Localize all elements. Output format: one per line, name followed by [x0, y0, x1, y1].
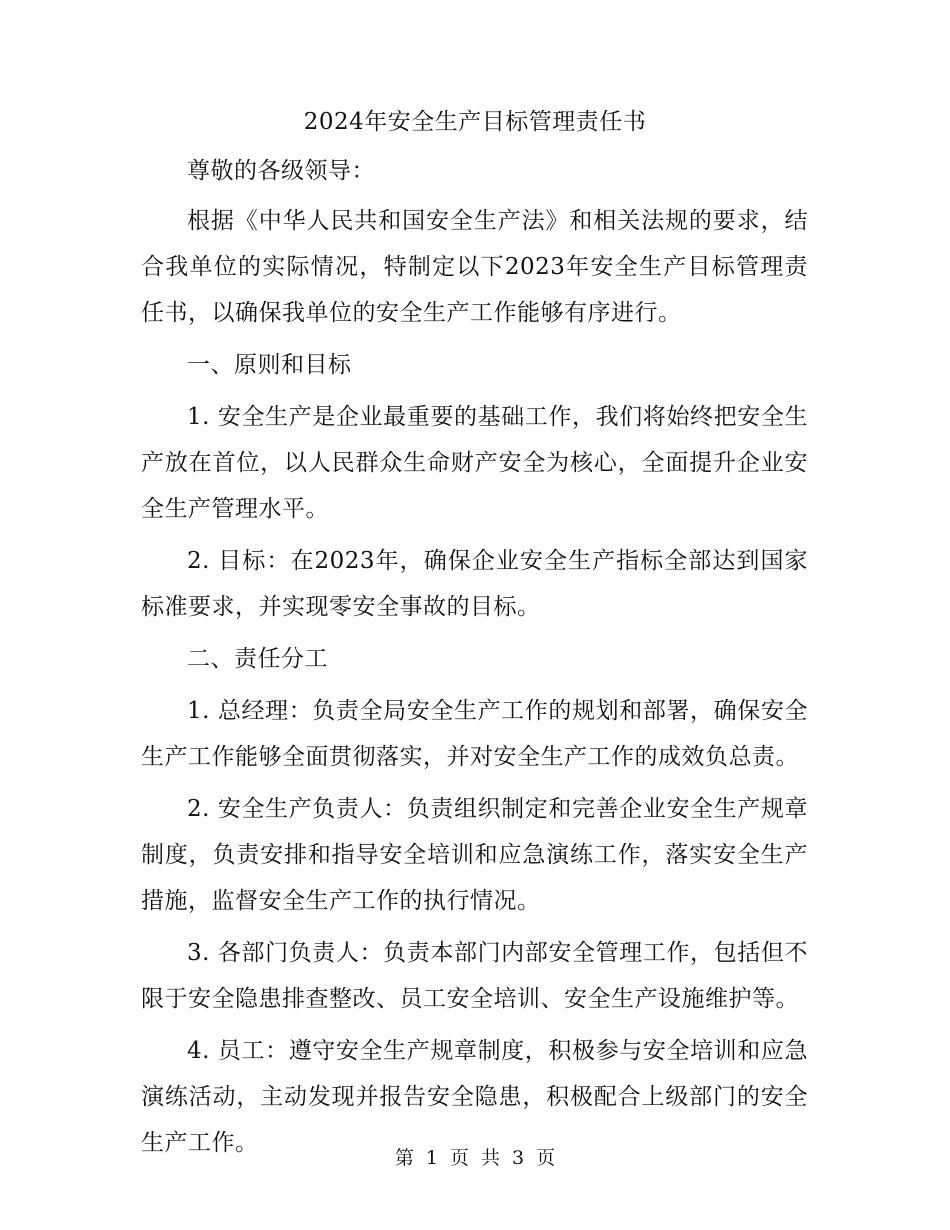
- responsibility-item-2: 2. 安全生产负责人：负责组织制定和完善企业安全生产规章制度，负责安排和指导安全培训和应急演练工作，落实安全生产措施，监督安全生产工作的执行情况。: [141, 796, 808, 914]
- principle-item-2: 2. 目标：在2023年，确保企业安全生产指标全部达到国家标准要求，并实现零安全事故的目标。: [141, 548, 808, 620]
- responsibility-item-3: 3. 各部门负责人：负责本部门内部安全管理工作，包括但不限于安全隐患排查整改、员工安全培训、安全生产设施维护等。: [141, 940, 808, 1012]
- page-number-footer: 第 1 页 共 3 页: [394, 1147, 556, 1169]
- section-heading-responsibilities: 二、责任分工: [187, 646, 328, 672]
- principle-item-1: 1. 安全生产是企业最重要的基础工作，我们将始终把安全生产放在首位，以人民群众生命财产安全为核心，全面提升企业安全生产管理水平。: [141, 404, 808, 522]
- responsibility-item-4: 4. 员工：遵守安全生产规章制度，积极参与安全培训和应急演练活动，主动发现并报告安全隐患，积极配合上级部门的安全生产工作。: [141, 1038, 808, 1156]
- greeting: 尊敬的各级领导：: [187, 158, 375, 184]
- intro-paragraph: 根据《中华人民共和国安全生产法》和相关法规的要求，结合我单位的实际情况，特制定以下2023年安全生产目标管理责任书，以确保我单位的安全生产工作能够有序进行。: [141, 208, 808, 326]
- responsibility-item-1: 1. 总经理：负责全局安全生产工作的规划和部署，确保安全生产工作能够全面贯彻落实，并对安全生产工作的成效负总责。: [141, 698, 808, 770]
- section-heading-principles: 一、原则和目标: [187, 352, 352, 378]
- document-title: 2024年安全生产目标管理责任书: [303, 109, 647, 135]
- document-body: [141, 148, 808, 1172]
